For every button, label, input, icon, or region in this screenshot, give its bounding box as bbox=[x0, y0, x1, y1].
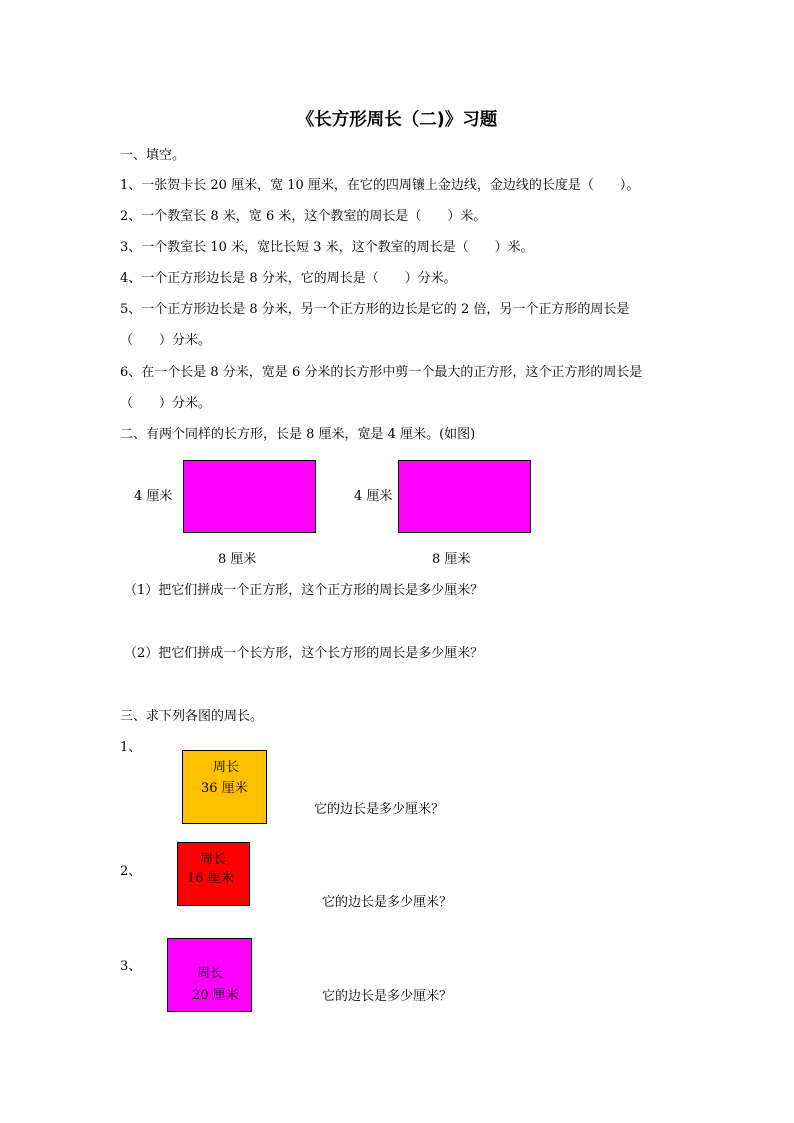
square-3 bbox=[167, 938, 252, 1012]
question-1: 1、一张贺卡长 20 厘米，宽 10 厘米，在它的四周镶上金边线，金边线的长度是（ ）。 bbox=[120, 178, 640, 193]
item-3-number: 3、 bbox=[120, 959, 142, 974]
item-2-question: 它的边长是多少厘米？ bbox=[322, 895, 453, 910]
question-5-line-1: 5、一个正方形边长是 8 分米，另一个正方形的边长是它的 2 倍，另一个正方形的周长是 bbox=[120, 302, 630, 317]
square-1-label-value: 36 厘米 bbox=[201, 781, 248, 796]
question-6-line-2: （ ）分米。 bbox=[120, 396, 212, 411]
question-4: 4、一个正方形边长是 8 分米，它的周长是（ ）分米。 bbox=[120, 271, 457, 286]
section2-heading: 二、有两个同样的长方形，长是 8 厘米，宽是 4 厘米。(如图) bbox=[120, 427, 476, 442]
rect1-length-label: 8 厘米 bbox=[218, 552, 257, 567]
rect2-width-label: 4 厘米 bbox=[354, 489, 393, 504]
item-1-question: 它的边长是多少厘米？ bbox=[314, 802, 445, 817]
item-1-number: 1、 bbox=[120, 740, 142, 755]
question-3: 3、一个教室长 10 米，宽比长短 3 米，这个教室的周长是（ ）米。 bbox=[120, 240, 534, 255]
square-1 bbox=[182, 750, 267, 824]
square-1-label-perimeter: 周长 bbox=[213, 760, 240, 775]
item-3-question: 它的边长是多少厘米？ bbox=[322, 989, 453, 1004]
question-5-line-2: （ ）分米。 bbox=[120, 333, 212, 348]
item-2-number: 2、 bbox=[120, 864, 142, 879]
square-2 bbox=[177, 842, 250, 906]
square-2-label-perimeter: 周长 bbox=[200, 852, 227, 867]
section2-subquestion-1: （1）把它们拼成一个正方形，这个正方形的周长是多少厘米？ bbox=[124, 583, 484, 598]
rect1-width-label: 4 厘米 bbox=[134, 489, 173, 504]
section3-heading: 三、求下列各图的周长。 bbox=[120, 709, 264, 724]
square-3-label-perimeter: 周长 bbox=[197, 966, 224, 981]
square-2-label-value: 16 厘米 bbox=[187, 871, 234, 886]
section2-subquestion-2: （2）把它们拼成一个长方形，这个长方形的周长是多少厘米？ bbox=[124, 646, 484, 661]
page-title: 《长方形周长（二)》习题 bbox=[296, 110, 498, 130]
question-2: 2、一个教室长 8 米，宽 6 米，这个教室的周长是（ ）米。 bbox=[120, 209, 487, 224]
square-3-label-value: 20 厘米 bbox=[192, 988, 239, 1003]
section1-heading: 一、填空。 bbox=[120, 148, 186, 163]
rect2-length-label: 8 厘米 bbox=[432, 552, 471, 567]
rectangle-1 bbox=[183, 460, 316, 533]
rectangle-2 bbox=[398, 460, 531, 533]
question-6-line-1: 6、在一个长是 8 分米，宽是 6 分米的长方形中剪一个最大的正方形，这个正方形的周长是 bbox=[120, 365, 643, 380]
